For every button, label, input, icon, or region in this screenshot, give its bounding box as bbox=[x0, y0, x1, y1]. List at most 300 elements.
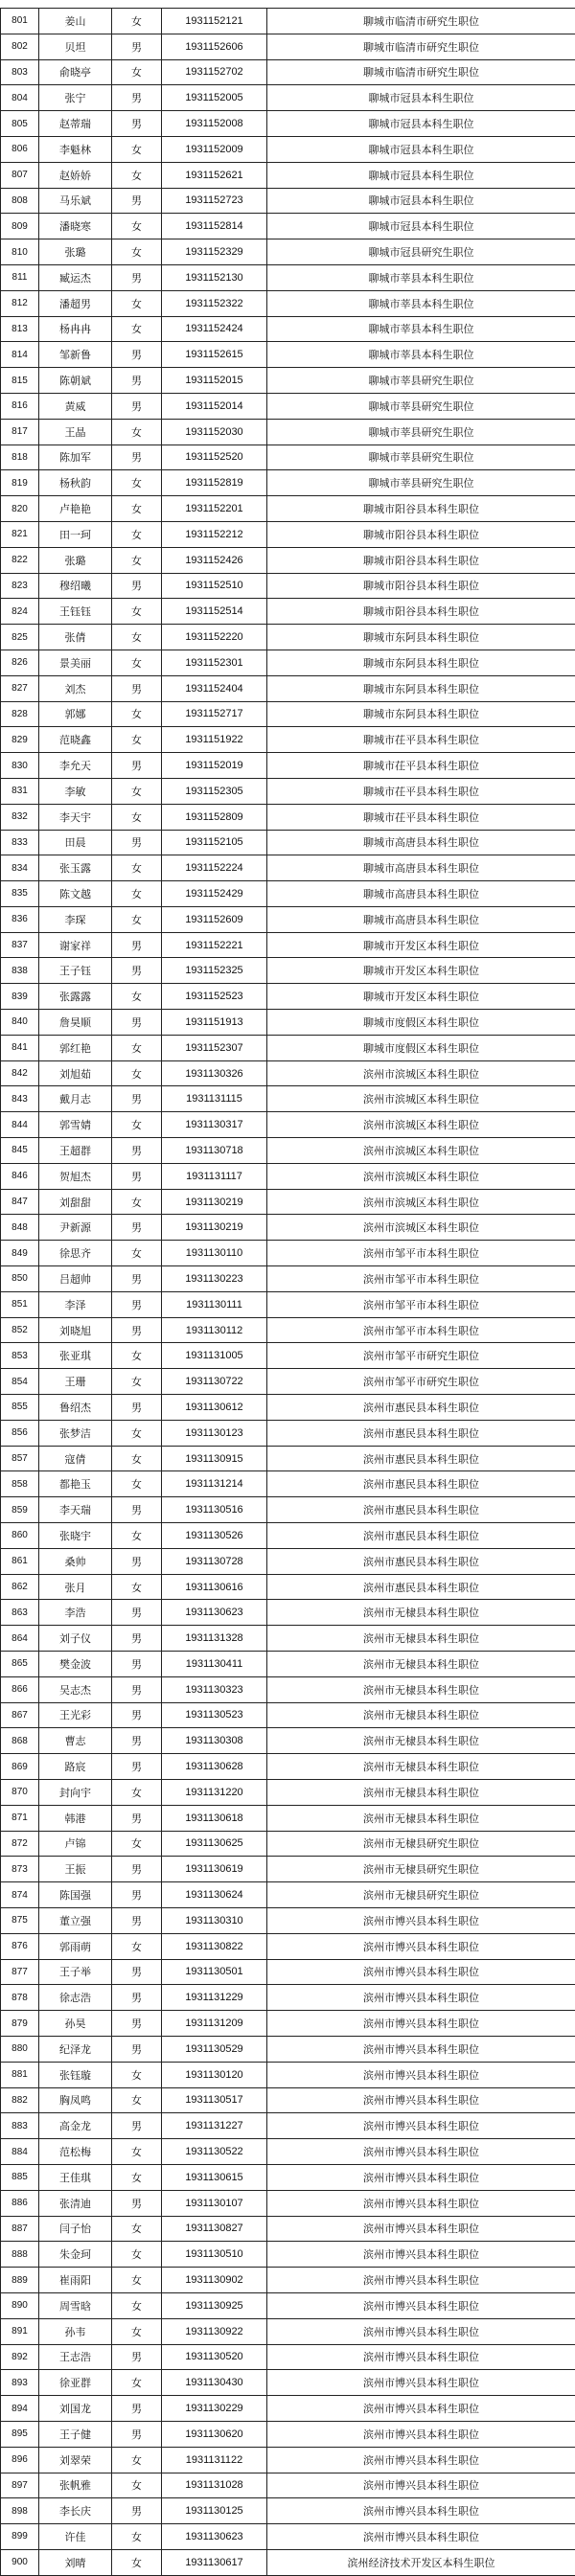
row-number: 864 bbox=[1, 1626, 39, 1652]
name-cell: 张璐 bbox=[39, 547, 112, 573]
exam-id-cell: 1931152130 bbox=[162, 264, 267, 290]
position-cell: 滨州市博兴县本科生职位 bbox=[267, 2473, 575, 2498]
gender-cell: 男 bbox=[112, 573, 162, 599]
gender-cell: 男 bbox=[112, 2344, 162, 2370]
name-cell: 路宸 bbox=[39, 1754, 112, 1780]
table-row bbox=[1, 2087, 575, 2113]
exam-id-cell: 1931130310 bbox=[162, 1907, 267, 1933]
gender-cell: 男 bbox=[112, 85, 162, 111]
name-cell: 刘晴 bbox=[39, 2549, 112, 2575]
row-number: 801 bbox=[1, 9, 39, 34]
row-number: 813 bbox=[1, 316, 39, 342]
gender-cell: 女 bbox=[112, 2139, 162, 2165]
row-number: 857 bbox=[1, 1446, 39, 1471]
position-cell: 滨州市博兴县本科生职位 bbox=[267, 2396, 575, 2422]
row-number: 856 bbox=[1, 1420, 39, 1446]
row-number: 825 bbox=[1, 625, 39, 650]
exam-id-cell: 1931130612 bbox=[162, 1395, 267, 1421]
exam-id-cell: 1931152514 bbox=[162, 599, 267, 625]
exam-id-cell: 1931152008 bbox=[162, 111, 267, 137]
row-number: 822 bbox=[1, 547, 39, 573]
name-cell: 张宁 bbox=[39, 85, 112, 111]
table-row bbox=[1, 1626, 575, 1652]
exam-id-cell: 1931152426 bbox=[162, 547, 267, 573]
position-cell: 滨州市无棣县本科生职位 bbox=[267, 1702, 575, 1728]
row-number: 890 bbox=[1, 2292, 39, 2318]
exam-id-cell: 1931152621 bbox=[162, 162, 267, 188]
table-row bbox=[1, 1702, 575, 1728]
gender-cell: 女 bbox=[112, 2268, 162, 2293]
position-cell: 滨州市惠民县本科生职位 bbox=[267, 1574, 575, 1600]
table-row bbox=[1, 1343, 575, 1369]
table-row bbox=[1, 136, 575, 162]
row-number: 849 bbox=[1, 1241, 39, 1266]
gender-cell: 女 bbox=[112, 290, 162, 316]
name-cell: 李浩 bbox=[39, 1600, 112, 1626]
row-number: 883 bbox=[1, 2113, 39, 2139]
row-number: 874 bbox=[1, 1882, 39, 1908]
position-cell: 滨州市博兴县本科生职位 bbox=[267, 2036, 575, 2062]
row-number: 832 bbox=[1, 804, 39, 830]
gender-cell: 女 bbox=[112, 2549, 162, 2575]
exam-id-cell: 1931152224 bbox=[162, 855, 267, 881]
table-row bbox=[1, 316, 575, 342]
gender-cell: 男 bbox=[112, 1857, 162, 1882]
position-cell: 聊城市高唐县本科生职位 bbox=[267, 830, 575, 855]
row-number: 810 bbox=[1, 239, 39, 265]
exam-id-cell: 1931152220 bbox=[162, 625, 267, 650]
row-number: 877 bbox=[1, 1959, 39, 1985]
gender-cell: 女 bbox=[112, 1343, 162, 1369]
exam-id-cell: 1931151913 bbox=[162, 1010, 267, 1036]
gender-cell: 男 bbox=[112, 1907, 162, 1933]
gender-cell: 男 bbox=[112, 1548, 162, 1574]
exam-id-cell: 1931152301 bbox=[162, 650, 267, 675]
name-cell: 李泽 bbox=[39, 1291, 112, 1317]
row-number: 824 bbox=[1, 599, 39, 625]
table-row bbox=[1, 2396, 575, 2422]
exam-id-cell: 1931130219 bbox=[162, 1189, 267, 1215]
table-row bbox=[1, 1010, 575, 1036]
position-cell: 聊城市东阿县本科生职位 bbox=[267, 701, 575, 727]
name-cell: 孙韦 bbox=[39, 2318, 112, 2344]
gender-cell: 女 bbox=[112, 2524, 162, 2550]
name-cell: 景美丽 bbox=[39, 650, 112, 675]
table-row bbox=[1, 2370, 575, 2396]
table-row bbox=[1, 2447, 575, 2473]
row-number: 853 bbox=[1, 1343, 39, 1369]
name-cell: 刘杰 bbox=[39, 675, 112, 701]
exam-id-cell: 1931152014 bbox=[162, 393, 267, 419]
gender-cell: 男 bbox=[112, 830, 162, 855]
exam-id-cell: 1931152005 bbox=[162, 85, 267, 111]
row-number: 861 bbox=[1, 1548, 39, 1574]
name-cell: 郭红艳 bbox=[39, 1035, 112, 1060]
exam-id-cell: 1931152814 bbox=[162, 214, 267, 239]
position-cell: 聊城市冠县本科生职位 bbox=[267, 111, 575, 137]
table-row bbox=[1, 188, 575, 214]
table-row bbox=[1, 1779, 575, 1805]
name-cell: 赵蒂瑞 bbox=[39, 111, 112, 137]
name-cell: 王佳琪 bbox=[39, 2164, 112, 2190]
exam-id-cell: 1931130616 bbox=[162, 1574, 267, 1600]
position-cell: 聊城市高唐县本科生职位 bbox=[267, 906, 575, 932]
name-cell: 李天瑞 bbox=[39, 1497, 112, 1523]
table-row bbox=[1, 1317, 575, 1343]
exam-id-cell: 1931130123 bbox=[162, 1420, 267, 1446]
name-cell: 陈朝斌 bbox=[39, 368, 112, 394]
exam-id-cell: 1931130618 bbox=[162, 1805, 267, 1831]
position-cell: 聊城市茌平县本科生职位 bbox=[267, 753, 575, 779]
table-row bbox=[1, 1805, 575, 1831]
gender-cell: 男 bbox=[112, 342, 162, 368]
gender-cell: 男 bbox=[112, 1317, 162, 1343]
gender-cell: 男 bbox=[112, 2421, 162, 2447]
row-number: 899 bbox=[1, 2524, 39, 2550]
position-cell: 滨州市惠民县本科生职位 bbox=[267, 1497, 575, 1523]
table-row bbox=[1, 573, 575, 599]
position-cell: 滨州市惠民县本科生职位 bbox=[267, 1523, 575, 1549]
position-cell: 聊城市莘县研究生职位 bbox=[267, 445, 575, 470]
gender-cell: 女 bbox=[112, 136, 162, 162]
name-cell: 张倩 bbox=[39, 625, 112, 650]
name-cell: 徐思齐 bbox=[39, 1241, 112, 1266]
gender-cell: 女 bbox=[112, 2087, 162, 2113]
gender-cell: 女 bbox=[112, 316, 162, 342]
exam-id-cell: 1931152615 bbox=[162, 342, 267, 368]
gender-cell: 男 bbox=[112, 1702, 162, 1728]
row-number: 831 bbox=[1, 778, 39, 804]
table-row bbox=[1, 1163, 575, 1189]
position-cell: 滨州市滨城区本科生职位 bbox=[267, 1060, 575, 1086]
table-row bbox=[1, 214, 575, 239]
exam-id-cell: 1931130520 bbox=[162, 2344, 267, 2370]
position-cell: 滨州市博兴县本科生职位 bbox=[267, 2242, 575, 2268]
row-number: 869 bbox=[1, 1754, 39, 1780]
position-cell: 聊城市临清市研究生职位 bbox=[267, 34, 575, 59]
table-row bbox=[1, 675, 575, 701]
exam-id-cell: 1931130323 bbox=[162, 1676, 267, 1702]
exam-id-cell: 1931131028 bbox=[162, 2473, 267, 2498]
gender-cell: 女 bbox=[112, 214, 162, 239]
gender-cell: 女 bbox=[112, 2318, 162, 2344]
name-cell: 徐亚群 bbox=[39, 2370, 112, 2396]
exam-id-cell: 1931152212 bbox=[162, 521, 267, 547]
exam-id-cell: 1931130510 bbox=[162, 2242, 267, 2268]
name-cell: 范松梅 bbox=[39, 2139, 112, 2165]
table-row bbox=[1, 445, 575, 470]
row-number: 837 bbox=[1, 932, 39, 958]
position-cell: 滨州市无棣县本科生职位 bbox=[267, 1728, 575, 1754]
gender-cell: 女 bbox=[112, 2164, 162, 2190]
name-cell: 都艳玉 bbox=[39, 1471, 112, 1497]
exam-id-cell: 1931130110 bbox=[162, 1241, 267, 1266]
position-cell: 滨州市博兴县本科生职位 bbox=[267, 2164, 575, 2190]
gender-cell: 男 bbox=[112, 1600, 162, 1626]
exam-id-cell: 1931130628 bbox=[162, 1754, 267, 1780]
row-number: 816 bbox=[1, 393, 39, 419]
gender-cell: 男 bbox=[112, 1291, 162, 1317]
exam-id-cell: 1931130125 bbox=[162, 2498, 267, 2524]
position-cell: 滨州市博兴县本科生职位 bbox=[267, 2113, 575, 2139]
table-row bbox=[1, 34, 575, 59]
gender-cell: 女 bbox=[112, 1471, 162, 1497]
position-cell: 聊城市莘县本科生职位 bbox=[267, 342, 575, 368]
position-cell: 滨州市惠民县本科生职位 bbox=[267, 1395, 575, 1421]
gender-cell: 女 bbox=[112, 1241, 162, 1266]
name-cell: 范晓鑫 bbox=[39, 727, 112, 753]
name-cell: 朱金珂 bbox=[39, 2242, 112, 2268]
position-cell: 聊城市临清市研究生职位 bbox=[267, 9, 575, 34]
name-cell: 李天宇 bbox=[39, 804, 112, 830]
name-cell: 高金龙 bbox=[39, 2113, 112, 2139]
name-cell: 姜山 bbox=[39, 9, 112, 34]
name-cell: 张清迪 bbox=[39, 2190, 112, 2216]
row-number: 871 bbox=[1, 1805, 39, 1831]
row-number: 804 bbox=[1, 85, 39, 111]
name-cell: 胸凤鸣 bbox=[39, 2087, 112, 2113]
table-row bbox=[1, 625, 575, 650]
gender-cell: 男 bbox=[112, 958, 162, 984]
exam-id-cell: 1931130529 bbox=[162, 2036, 267, 2062]
position-cell: 滨州市滨城区本科生职位 bbox=[267, 1189, 575, 1215]
position-cell: 滨州市惠民县本科生职位 bbox=[267, 1420, 575, 1446]
gender-cell: 女 bbox=[112, 2473, 162, 2498]
exam-id-cell: 1931152717 bbox=[162, 701, 267, 727]
row-number: 843 bbox=[1, 1086, 39, 1112]
exam-id-cell: 1931130501 bbox=[162, 1959, 267, 1985]
position-cell: 聊城市开发区本科生职位 bbox=[267, 984, 575, 1010]
position-cell: 滨州经济技术开发区本科生职位 bbox=[267, 2549, 575, 2575]
gender-cell: 女 bbox=[112, 804, 162, 830]
row-number: 826 bbox=[1, 650, 39, 675]
name-cell: 陈文越 bbox=[39, 881, 112, 907]
row-number: 847 bbox=[1, 1189, 39, 1215]
row-number: 855 bbox=[1, 1395, 39, 1421]
name-cell: 张月 bbox=[39, 1574, 112, 1600]
exam-id-cell: 1931152702 bbox=[162, 59, 267, 85]
row-number: 848 bbox=[1, 1215, 39, 1241]
table-row bbox=[1, 1754, 575, 1780]
table-row bbox=[1, 778, 575, 804]
name-cell: 王超群 bbox=[39, 1138, 112, 1164]
gender-cell: 女 bbox=[112, 906, 162, 932]
table-row bbox=[1, 1497, 575, 1523]
gender-cell: 女 bbox=[112, 547, 162, 573]
table-row bbox=[1, 727, 575, 753]
exam-id-cell: 1931130623 bbox=[162, 1600, 267, 1626]
position-cell: 聊城市东阿县本科生职位 bbox=[267, 625, 575, 650]
table-row bbox=[1, 881, 575, 907]
exam-id-cell: 1931130517 bbox=[162, 2087, 267, 2113]
position-cell: 滨州市邹平市本科生职位 bbox=[267, 1266, 575, 1292]
gender-cell: 男 bbox=[112, 445, 162, 470]
table-row bbox=[1, 2473, 575, 2498]
exam-id-cell: 1931130107 bbox=[162, 2190, 267, 2216]
table-row bbox=[1, 2139, 575, 2165]
gender-cell: 女 bbox=[112, 1035, 162, 1060]
exam-id-cell: 1931152322 bbox=[162, 290, 267, 316]
row-number: 886 bbox=[1, 2190, 39, 2216]
gender-cell: 男 bbox=[112, 932, 162, 958]
table-row bbox=[1, 1471, 575, 1497]
position-cell: 聊城市茌平县本科生职位 bbox=[267, 804, 575, 830]
row-number: 844 bbox=[1, 1112, 39, 1138]
exam-id-cell: 1931130430 bbox=[162, 2370, 267, 2396]
table-row bbox=[1, 368, 575, 394]
gender-cell: 男 bbox=[112, 1626, 162, 1652]
name-cell: 刘晓旭 bbox=[39, 1317, 112, 1343]
table-row bbox=[1, 239, 575, 265]
name-cell: 陈国强 bbox=[39, 1882, 112, 1908]
gender-cell: 女 bbox=[112, 1574, 162, 1600]
table-row bbox=[1, 1369, 575, 1395]
exam-id-cell: 1931130308 bbox=[162, 1728, 267, 1754]
name-cell: 徐志浩 bbox=[39, 1985, 112, 2011]
position-cell: 滨州市邹平市研究生职位 bbox=[267, 1343, 575, 1369]
name-cell: 鲁绍杰 bbox=[39, 1395, 112, 1421]
table-row bbox=[1, 342, 575, 368]
table-row bbox=[1, 1728, 575, 1754]
exam-id-cell: 1931130111 bbox=[162, 1291, 267, 1317]
exam-id-cell: 1931130623 bbox=[162, 2524, 267, 2550]
exam-id-cell: 1931152429 bbox=[162, 881, 267, 907]
exam-id-cell: 1931130915 bbox=[162, 1446, 267, 1471]
exam-id-cell: 1931130229 bbox=[162, 2396, 267, 2422]
exam-id-cell: 1931130722 bbox=[162, 1369, 267, 1395]
name-cell: 周雪晗 bbox=[39, 2292, 112, 2318]
gender-cell: 男 bbox=[112, 1010, 162, 1036]
name-cell: 赵娇娇 bbox=[39, 162, 112, 188]
name-cell: 董立强 bbox=[39, 1907, 112, 1933]
position-cell: 聊城市冠县本科生职位 bbox=[267, 85, 575, 111]
name-cell: 穆绍曦 bbox=[39, 573, 112, 599]
name-cell: 杨冉冉 bbox=[39, 316, 112, 342]
name-cell: 刘甜甜 bbox=[39, 1189, 112, 1215]
gender-cell: 男 bbox=[112, 188, 162, 214]
row-number: 815 bbox=[1, 368, 39, 394]
position-cell: 聊城市高唐县本科生职位 bbox=[267, 855, 575, 881]
table-row bbox=[1, 804, 575, 830]
name-cell: 吴志杰 bbox=[39, 1676, 112, 1702]
table-row bbox=[1, 1959, 575, 1985]
row-number: 900 bbox=[1, 2549, 39, 2575]
name-cell: 王光彩 bbox=[39, 1702, 112, 1728]
row-number: 872 bbox=[1, 1831, 39, 1857]
name-cell: 崔雨阳 bbox=[39, 2268, 112, 2293]
name-cell: 陈加军 bbox=[39, 445, 112, 470]
exam-id-cell: 1931130223 bbox=[162, 1266, 267, 1292]
position-cell: 聊城市高唐县本科生职位 bbox=[267, 881, 575, 907]
row-number: 870 bbox=[1, 1779, 39, 1805]
exam-id-cell: 1931152305 bbox=[162, 778, 267, 804]
name-cell: 孙昊 bbox=[39, 2011, 112, 2037]
gender-cell: 男 bbox=[112, 1497, 162, 1523]
table-row bbox=[1, 1086, 575, 1112]
position-cell: 滨州市滨城区本科生职位 bbox=[267, 1163, 575, 1189]
gender-cell: 女 bbox=[112, 2292, 162, 2318]
gender-cell: 女 bbox=[112, 419, 162, 445]
row-number: 882 bbox=[1, 2087, 39, 2113]
position-cell: 滨州市无棣县研究生职位 bbox=[267, 1831, 575, 1857]
table-row bbox=[1, 2524, 575, 2550]
row-number: 879 bbox=[1, 2011, 39, 2037]
position-cell: 滨州市邹平市本科生职位 bbox=[267, 1241, 575, 1266]
name-cell: 俞晓亭 bbox=[39, 59, 112, 85]
row-number: 895 bbox=[1, 2421, 39, 2447]
table-row bbox=[1, 1600, 575, 1626]
gender-cell: 男 bbox=[112, 675, 162, 701]
name-cell: 樊金波 bbox=[39, 1652, 112, 1677]
row-number: 876 bbox=[1, 1933, 39, 1959]
gender-cell: 男 bbox=[112, 111, 162, 137]
row-number: 893 bbox=[1, 2370, 39, 2396]
position-cell: 聊城市开发区本科生职位 bbox=[267, 932, 575, 958]
exam-id-cell: 1931152221 bbox=[162, 932, 267, 958]
position-cell: 聊城市阳谷县本科生职位 bbox=[267, 599, 575, 625]
exam-id-cell: 1931130822 bbox=[162, 1933, 267, 1959]
name-cell: 马乐斌 bbox=[39, 188, 112, 214]
exam-id-cell: 1931152019 bbox=[162, 753, 267, 779]
position-cell: 滨州市无棣县研究生职位 bbox=[267, 1882, 575, 1908]
row-number: 860 bbox=[1, 1523, 39, 1549]
position-cell: 聊城市度假区本科生职位 bbox=[267, 1010, 575, 1036]
row-number: 896 bbox=[1, 2447, 39, 2473]
exam-id-cell: 1931130523 bbox=[162, 1702, 267, 1728]
table-row bbox=[1, 2498, 575, 2524]
position-cell: 滨州市博兴县本科生职位 bbox=[267, 2370, 575, 2396]
gender-cell: 男 bbox=[112, 1676, 162, 1702]
table-row bbox=[1, 547, 575, 573]
gender-cell: 男 bbox=[112, 2113, 162, 2139]
gender-cell: 男 bbox=[112, 1805, 162, 1831]
name-cell: 戴月志 bbox=[39, 1086, 112, 1112]
gender-cell: 女 bbox=[112, 1446, 162, 1471]
exam-id-cell: 1931130112 bbox=[162, 1317, 267, 1343]
table-row bbox=[1, 1933, 575, 1959]
position-cell: 滨州市无棣县本科生职位 bbox=[267, 1600, 575, 1626]
gender-cell: 男 bbox=[112, 1266, 162, 1292]
table-row bbox=[1, 521, 575, 547]
table-row bbox=[1, 496, 575, 522]
position-cell: 聊城市莘县研究生职位 bbox=[267, 393, 575, 419]
table-row bbox=[1, 162, 575, 188]
position-cell: 聊城市冠县本科生职位 bbox=[267, 162, 575, 188]
name-cell: 王钰钰 bbox=[39, 599, 112, 625]
table-row bbox=[1, 85, 575, 111]
row-number: 806 bbox=[1, 136, 39, 162]
exam-id-cell: 1931152424 bbox=[162, 316, 267, 342]
table-row bbox=[1, 753, 575, 779]
table-row bbox=[1, 2318, 575, 2344]
table-row bbox=[1, 9, 575, 34]
name-cell: 邹新鲁 bbox=[39, 342, 112, 368]
position-cell: 聊城市阳谷县本科生职位 bbox=[267, 521, 575, 547]
gender-cell: 男 bbox=[112, 1215, 162, 1241]
name-cell: 吕超帅 bbox=[39, 1266, 112, 1292]
row-number: 836 bbox=[1, 906, 39, 932]
name-cell: 王志浩 bbox=[39, 2344, 112, 2370]
table-row bbox=[1, 984, 575, 1010]
position-cell: 聊城市冠县研究生职位 bbox=[267, 239, 575, 265]
gender-cell: 女 bbox=[112, 2447, 162, 2473]
gender-cell: 男 bbox=[112, 368, 162, 394]
row-number: 828 bbox=[1, 701, 39, 727]
name-cell: 李长庆 bbox=[39, 2498, 112, 2524]
gender-cell: 女 bbox=[112, 1060, 162, 1086]
exam-id-cell: 1931130522 bbox=[162, 2139, 267, 2165]
row-number: 829 bbox=[1, 727, 39, 753]
